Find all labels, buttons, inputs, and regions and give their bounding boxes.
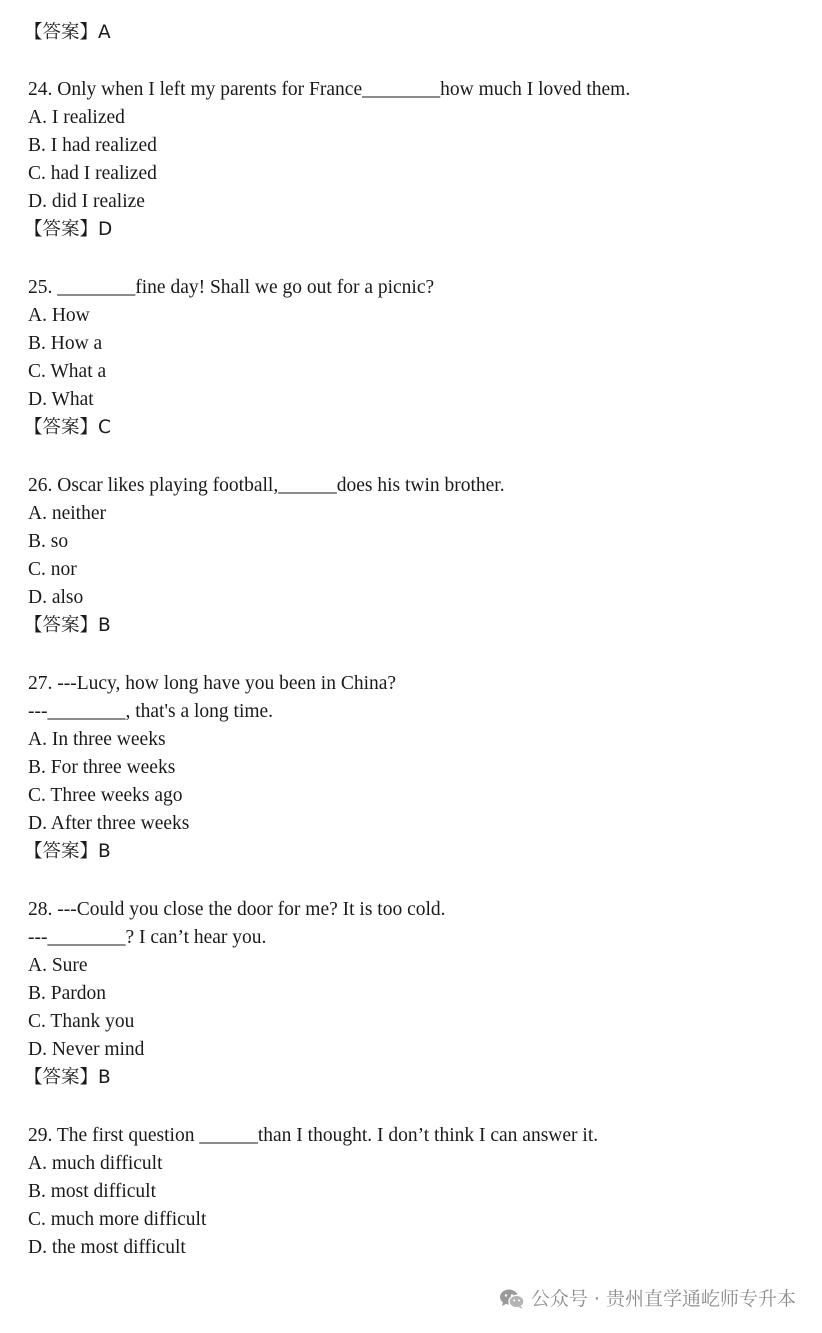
question-28-option-d: D. Never mind [28,1039,145,1060]
question-24-option-d: D. did I realize [28,191,145,212]
question-26-stem: 26. Oscar likes playing football,______does his twin brother. [28,475,505,496]
question-28-option-b: B. Pardon [28,983,106,1004]
question-27-option-c: C. Three weeks ago [28,785,183,806]
question-24-option-c: C. had I realized [28,163,157,184]
question-28-answer: 【答案】B [24,1067,111,1088]
question-27-option-a: A. In three weeks [28,729,166,750]
question-26-option-a: A. neither [28,503,106,524]
question-28-option-a: A. Sure [28,955,88,976]
question-29-option-d: D. the most difficult [28,1237,186,1258]
question-27-reply: ---________, that's a long time. [28,701,274,722]
question-24-option-a: A. I realized [28,107,125,128]
question-26-option-d: D. also [28,587,84,608]
question-29-option-a: A. much difficult [28,1153,163,1174]
question-28-option-c: C. Thank you [28,1011,135,1032]
question-27-option-b: B. For three weeks [28,757,176,778]
question-29-option-c: C. much more difficult [28,1209,207,1230]
question-25-stem: 25. ________fine day! Shall we go out for a picnic? [28,277,435,298]
question-25-option-c: C. What a [28,361,107,382]
question-24-option-b: B. I had realized [28,135,157,156]
question-27-answer: 【答案】B [24,841,111,862]
question-28-stem: 28. ---Could you close the door for me? It is too cold. [28,899,446,920]
question-25-option-b: B. How a [28,333,103,354]
question-26-answer: 【答案】B [24,615,111,636]
question-28-reply: ---________? I can’t hear you. [28,927,267,948]
question-24-answer: 【答案】D [24,219,113,240]
question-29-option-b: B. most difficult [28,1181,157,1202]
question-24-stem: 24. Only when I left my parents for France________how much I loved them. [28,79,631,100]
answer-line: 【答案】A [24,22,111,43]
question-29-stem: 29. The first question ______than I thought. I don’t think I can answer it. [28,1125,599,1146]
question-25-option-d: D. What [28,389,94,410]
question-27-stem: 27. ---Lucy, how long have you been in China? [28,673,397,694]
watermark-text: 公众号 · 贵州直学通屹师专升本 [530,1288,796,1310]
wechat-icon [499,1288,525,1310]
question-26-option-b: B. so [28,531,69,552]
question-25-answer: 【答案】C [24,417,111,438]
watermark [499,1286,796,1312]
question-27-option-d: D. After three weeks [28,813,190,834]
question-25-option-a: A. How [28,305,90,326]
question-26-option-c: C. nor [28,559,77,580]
